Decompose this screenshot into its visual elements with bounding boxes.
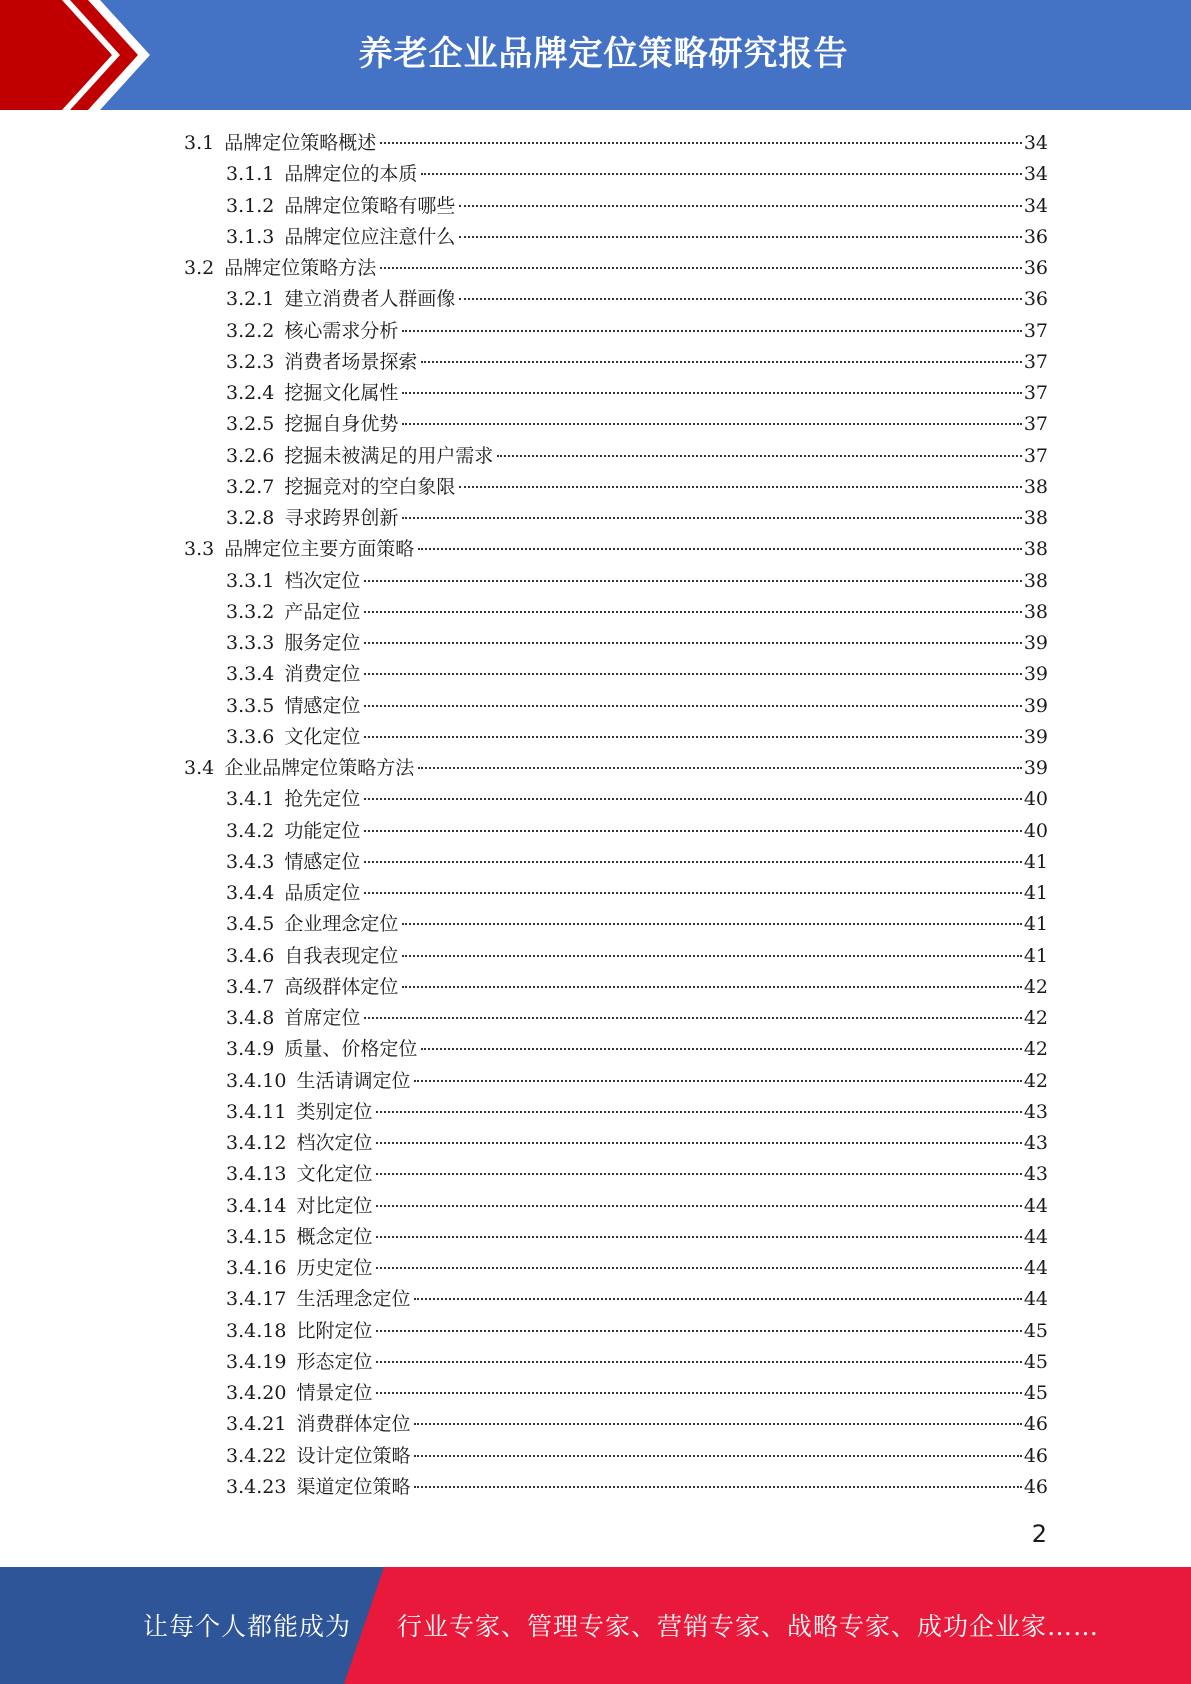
toc-entry-page: 36 [1023,257,1048,279]
toc-entry-number: 3.4.1 [226,788,275,811]
toc-entry[interactable] [184,441,1048,472]
toc-entry[interactable] [184,284,1048,315]
toc-dot-leader [376,1330,1021,1332]
toc-dot-leader [414,1298,1021,1300]
toc-dot-leader [364,861,1021,863]
toc-entry-number: 3.4.12 [226,1132,287,1154]
toc-entry-title: 消费群体定位 [296,1413,411,1436]
toc-dot-leader [364,611,1021,613]
toc-entry-page: 45 [1023,1350,1048,1373]
toc-dot-leader [421,361,1021,363]
toc-dot-leader [497,455,1021,457]
toc-entry-page: 37 [1023,413,1048,436]
toc-entry[interactable] [184,1284,1048,1315]
toc-entry-page: 34 [1023,163,1048,186]
toc-entry[interactable] [184,566,1048,597]
footer-slogan-left: 让每个人都能成为 [143,1612,352,1641]
toc-dot-leader [402,392,1021,394]
toc-entry-title: 生活理念定位 [296,1288,411,1311]
toc-entry-page: 45 [1023,1382,1048,1404]
toc-entry-number: 3.3 [184,538,215,561]
toc-entry-title: 情感定位 [284,694,361,717]
toc-entry[interactable] [184,722,1048,753]
toc-dot-leader [414,1423,1021,1425]
toc-entry-number: 3.3.2 [226,600,275,623]
toc-entry-number: 3.4.11 [226,1100,287,1123]
toc-entry[interactable] [184,691,1048,722]
toc-entry-page: 39 [1023,694,1048,717]
toc-entry-title: 产品定位 [284,600,361,623]
toc-entry-title: 品牌定位策略有哪些 [284,194,456,217]
toc-entry-page: 41 [1023,850,1048,873]
toc-entry-number: 3.2 [184,257,215,279]
toc-entry[interactable] [184,784,1048,815]
toc-dot-leader [364,705,1021,707]
toc-entry[interactable] [184,628,1048,659]
toc-entry-title: 企业理念定位 [284,913,399,936]
toc-entry[interactable] [184,1347,1048,1378]
toc-dot-leader [402,517,1021,519]
toc-dot-leader [414,1080,1021,1082]
toc-entry-number: 3.4.15 [226,1225,287,1248]
toc-entry-page: 46 [1023,1413,1048,1436]
toc-entry[interactable] [184,378,1048,409]
toc-entry[interactable] [184,1066,1048,1097]
toc-dot-leader [402,955,1021,957]
toc-entry[interactable] [184,941,1048,972]
toc-entry-page: 44 [1023,1194,1048,1217]
toc-entry-number: 3.1 [184,132,215,154]
toc-entry-number: 3.2.3 [226,350,275,373]
toc-dot-leader [421,1048,1021,1050]
toc-dot-leader [376,1111,1021,1113]
toc-entry-number: 3.4.10 [226,1069,287,1092]
toc-entry-title: 首席定位 [284,1007,361,1029]
toc-entry-title: 挖掘自身优势 [284,413,399,436]
toc-entry[interactable] [184,1253,1048,1284]
toc-entry-title: 档次定位 [284,569,361,592]
toc-entry-title: 情感定位 [284,850,361,873]
toc-entry-number: 3.4.20 [226,1382,287,1404]
toc-entry[interactable] [184,847,1048,878]
toc-entry[interactable] [184,1222,1048,1253]
toc-entry-number: 3.2.7 [226,475,275,498]
toc-entry[interactable] [184,816,1048,847]
toc-entry-title: 情景定位 [296,1382,373,1404]
toc-entry-page: 42 [1023,975,1048,998]
toc-entry-title: 品牌定位的本质 [284,163,418,186]
toc-dot-leader [418,548,1022,550]
toc-entry-page: 44 [1023,1257,1048,1279]
toc-entry-title: 挖掘未被满足的用户需求 [284,444,494,467]
toc-entry-number: 3.3.3 [226,632,275,654]
toc-entry-page: 38 [1023,507,1048,529]
toc-entry-title: 档次定位 [296,1132,373,1154]
toc-entry-number: 3.4 [184,757,215,779]
toc-dot-leader [376,1267,1021,1269]
toc-entry-number: 3.2.2 [226,319,275,342]
footer-slogan-right: 行业专家、管理专家、营销专家、战略专家、成功企业家…… [397,1612,1100,1641]
toc-entry-title: 服务定位 [284,632,361,654]
toc-entry-number: 3.4.18 [226,1319,287,1342]
toc-entry[interactable] [184,253,1048,284]
toc-entry-page: 36 [1023,288,1048,311]
table-of-contents [184,128,1048,1503]
page-header [0,0,1191,110]
toc-entry-page: 46 [1023,1475,1048,1498]
toc-entry-number: 3.1.1 [226,163,275,186]
toc-entry-title: 历史定位 [296,1257,373,1279]
toc-entry-number: 3.4.14 [226,1194,287,1217]
toc-dot-leader [376,1392,1021,1394]
toc-dot-leader [376,1142,1021,1144]
toc-entry-title: 寻求跨界创新 [284,507,399,529]
toc-entry-title: 渠道定位策略 [296,1475,411,1498]
toc-entry-number: 3.4.9 [226,1038,275,1061]
toc-dot-leader [364,798,1021,800]
toc-entry-title: 挖掘文化属性 [284,382,399,404]
toc-entry-number: 3.3.6 [226,725,275,748]
toc-entry-title: 建立消费者人群画像 [284,288,456,311]
toc-dot-leader [418,767,1022,769]
toc-entry-title: 设计定位策略 [296,1444,411,1467]
toc-entry-number: 3.4.3 [226,850,275,873]
toc-entry-title: 自我表现定位 [284,944,399,967]
toc-entry-number: 3.3.5 [226,694,275,717]
toc-entry[interactable] [184,347,1048,378]
toc-entry-page: 44 [1023,1288,1048,1311]
toc-dot-leader [364,1017,1021,1019]
toc-entry-number: 3.4.22 [226,1444,287,1467]
toc-entry-page: 39 [1023,632,1048,654]
toc-entry-page: 42 [1023,1069,1048,1092]
toc-entry-page: 41 [1023,882,1048,904]
toc-entry-page: 37 [1023,319,1048,342]
toc-entry[interactable] [184,1034,1048,1065]
toc-entry-page: 40 [1023,819,1048,842]
toc-entry-title: 高级群体定位 [284,975,399,998]
toc-dot-leader [459,205,1021,207]
toc-entry-title: 挖掘竞对的空白象限 [284,475,456,498]
toc-entry-page: 37 [1023,444,1048,467]
toc-entry-number: 3.2.6 [226,444,275,467]
toc-dot-leader [364,642,1021,644]
toc-entry-page: 39 [1023,757,1048,779]
toc-entry-title: 对比定位 [296,1194,373,1217]
toc-dot-leader [376,1236,1021,1238]
toc-entry[interactable] [184,1409,1048,1440]
toc-entry-page: 39 [1023,725,1048,748]
toc-entry-number: 3.2.8 [226,507,275,529]
toc-dot-leader [364,736,1021,738]
toc-entry[interactable] [184,191,1048,222]
toc-entry[interactable] [184,597,1048,628]
toc-entry[interactable] [184,503,1048,534]
toc-entry-number: 3.4.19 [226,1350,287,1373]
toc-entry-title: 品质定位 [284,882,361,904]
toc-entry-title: 消费者场景探索 [284,350,418,373]
toc-entry-title: 品牌定位应注意什么 [284,225,456,248]
toc-entry-number: 3.1.2 [226,194,275,217]
toc-entry-page: 39 [1023,663,1048,686]
toc-entry-title: 质量、价格定位 [284,1038,418,1061]
toc-entry-page: 34 [1023,132,1048,154]
toc-dot-leader [380,267,1022,269]
toc-entry-number: 3.4.21 [226,1413,287,1436]
toc-dot-leader [414,1455,1021,1457]
toc-entry[interactable] [184,1097,1048,1128]
toc-dot-leader [402,986,1021,988]
toc-entry-title: 品牌定位策略概述 [224,132,377,154]
toc-entry-page: 42 [1023,1007,1048,1029]
toc-entry[interactable] [184,878,1048,909]
toc-entry-title: 生活请调定位 [296,1069,411,1092]
toc-entry[interactable] [184,409,1048,440]
toc-entry[interactable] [184,1316,1048,1347]
toc-entry-title: 品牌定位策略方法 [224,257,377,279]
toc-entry[interactable] [184,1191,1048,1222]
toc-entry-title: 类别定位 [296,1100,373,1123]
toc-entry-title: 比附定位 [296,1319,373,1342]
toc-dot-leader [402,423,1021,425]
toc-entry-page: 41 [1023,944,1048,967]
toc-entry[interactable] [184,659,1048,690]
toc-entry-page: 43 [1023,1163,1048,1186]
toc-entry-number: 3.4.6 [226,944,275,967]
toc-entry-page: 44 [1023,1225,1048,1248]
toc-entry-page: 43 [1023,1132,1048,1154]
toc-entry[interactable] [184,316,1048,347]
toc-entry-page: 41 [1023,913,1048,936]
toc-entry-number: 3.4.8 [226,1007,275,1029]
toc-entry-page: 38 [1023,600,1048,623]
toc-entry-page: 40 [1023,788,1048,811]
toc-entry-title: 文化定位 [296,1163,373,1186]
toc-dot-leader [402,330,1021,332]
toc-entry-title: 形态定位 [296,1350,373,1373]
toc-entry-page: 46 [1023,1444,1048,1467]
toc-dot-leader [364,830,1021,832]
toc-entry[interactable] [184,472,1048,503]
toc-entry-number: 3.4.4 [226,882,275,904]
toc-entry[interactable] [184,159,1048,190]
toc-entry-number: 3.4.2 [226,819,275,842]
toc-entry-number: 3.4.5 [226,913,275,936]
toc-entry-title: 概念定位 [296,1225,373,1248]
toc-entry-page: 37 [1023,350,1048,373]
toc-entry-number: 3.4.17 [226,1288,287,1311]
toc-entry-page: 45 [1023,1319,1048,1342]
toc-entry[interactable] [184,222,1048,253]
toc-entry[interactable] [184,1159,1048,1190]
toc-entry-number: 3.3.4 [226,663,275,686]
toc-entry-page: 38 [1023,538,1048,561]
toc-dot-leader [380,142,1022,144]
toc-entry[interactable] [184,1128,1048,1159]
toc-entry-number: 3.1.3 [226,225,275,248]
toc-entry[interactable] [184,1472,1048,1503]
toc-dot-leader [421,173,1021,175]
toc-entry-title: 功能定位 [284,819,361,842]
toc-entry-title: 抢先定位 [284,788,361,811]
toc-entry-title: 文化定位 [284,725,361,748]
toc-entry-title: 核心需求分析 [284,319,399,342]
toc-entry-page: 43 [1023,1100,1048,1123]
toc-dot-leader [364,580,1021,582]
toc-dot-leader [414,1486,1021,1488]
toc-entry-page: 37 [1023,382,1048,404]
toc-dot-leader [459,486,1021,488]
toc-entry-page: 34 [1023,194,1048,217]
toc-entry-page: 38 [1023,569,1048,592]
toc-entry-number: 3.2.1 [226,288,275,311]
toc-entry-number: 3.4.7 [226,975,275,998]
toc-dot-leader [364,892,1021,894]
toc-dot-leader [376,1173,1021,1175]
page-number: 2 [1031,1520,1047,1548]
page-footer [0,1567,1191,1684]
toc-entry-page: 38 [1023,475,1048,498]
toc-entry-page: 36 [1023,225,1048,248]
toc-entry-title: 消费定位 [284,663,361,686]
toc-entry[interactable] [184,1003,1048,1034]
toc-entry-title: 品牌定位主要方面策略 [224,538,415,561]
toc-entry-number: 3.3.1 [226,569,275,592]
toc-dot-leader [376,1205,1021,1207]
toc-dot-leader [402,923,1021,925]
toc-entry[interactable] [184,1378,1048,1409]
toc-dot-leader [376,1361,1021,1363]
toc-entry[interactable] [184,534,1048,565]
toc-dot-leader [459,298,1021,300]
toc-entry-number: 3.4.16 [226,1257,287,1279]
toc-entry[interactable] [184,909,1048,940]
toc-entry-number: 3.2.5 [226,413,275,436]
toc-entry[interactable] [184,128,1048,159]
toc-entry-number: 3.2.4 [226,382,275,404]
toc-entry[interactable] [184,753,1048,784]
toc-entry-number: 3.4.13 [226,1163,287,1186]
toc-entry[interactable] [184,1441,1048,1472]
report-title: 养老企业品牌定位策略研究报告 [358,34,849,74]
toc-entry-number: 3.4.23 [226,1475,287,1498]
toc-dot-leader [364,673,1021,675]
toc-entry[interactable] [184,972,1048,1003]
toc-entry-title: 企业品牌定位策略方法 [224,757,415,779]
toc-dot-leader [459,236,1021,238]
toc-entry-page: 42 [1023,1038,1048,1061]
